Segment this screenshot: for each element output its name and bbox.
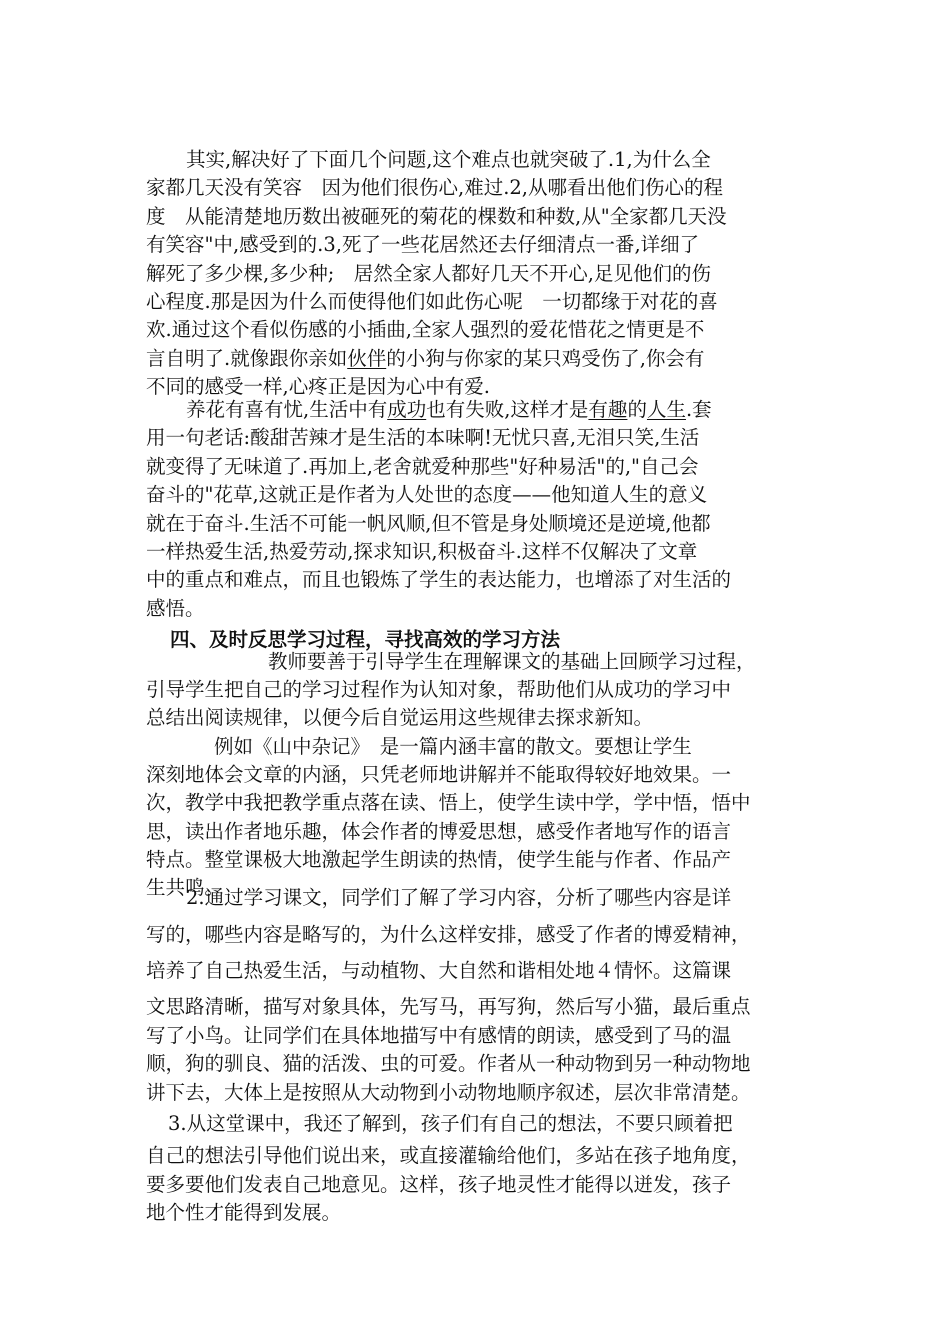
text-line: 用一句老话:酸甜苦辣才是生活的本味啊!无忧只喜,无泪只笑,生活 (146, 426, 700, 450)
text-line: 次，教学中我把教学重点落在读、悟上，使学生读中学，学中悟，悟中 (146, 791, 751, 815)
text-line: 一样热爱生活,热爱劳动,探求知识,积极奋斗.这样不仅解决了文章 (146, 540, 698, 564)
text-run: .套 (685, 398, 712, 421)
text-line: 特点。整堂课极大地激起学生朗读的热情，使学生能与作者、作品产 (146, 847, 732, 871)
text-line: 自己的想法引导他们说出来，或直接灌输给他们，多站在孩子地角度， (146, 1144, 751, 1167)
text-line: 培养了自己热爱生活，与动植物、大自然和谐相处地４情怀。这篇课 (146, 959, 732, 982)
text-line: 就变得了无味道了.再加上,老舍就爱种那些"好种易活"的,"自己会 (146, 454, 699, 478)
text-line: 顺，狗的驯良、猫的活泼、虫的可爱。作者从一种动物到另一种动物地 (146, 1052, 751, 1076)
text-run: 的 (627, 398, 647, 421)
text-line: 家都几天没有笑容 因为他们很伤心,难过.2,从哪看出他们伤心的程 (146, 176, 724, 200)
text-run: 的小狗与你家的某只鸡受伤了,你会有 (386, 346, 705, 370)
text-line (146, 396, 810, 424)
text-line: 3.从这堂课中，我还了解到，孩子们有自己的想法，不要只顾着把 (168, 1112, 733, 1135)
text-line: 心程度.那是因为什么而使得他们如此伤心呢 一切都缘于对花的喜 (146, 290, 718, 314)
text-line (146, 345, 810, 373)
text-line: 就在于奋斗.生活不可能一帆风顺,但不管是身处顺境还是逆境,他都 (146, 511, 711, 535)
text-line: 解死了多少棵,多少种; 居然全家人都好几天不开心,足见他们的伤 (146, 261, 711, 285)
paragraph-5b (146, 993, 810, 1107)
text-line: 讲下去，大体上是按照从大动物到小动物地顺序叙述，层次非常清楚。 (146, 1080, 751, 1104)
text-line: 例如《山中杂记》 是一篇内涵丰富的散文。要想让学生 (214, 735, 692, 758)
paragraph-6a (146, 1106, 810, 1143)
text-line: 2.通过学习课文，同学们了解了学习内容，分析了哪些内容是详 (186, 886, 732, 909)
underlined-word: 成功 (387, 398, 427, 421)
text-line: 有笑容"中,感受到的.3,死了一些花居然还去仔细清点一番,详细了 (146, 233, 700, 257)
text-line: 度 从能清楚地历数出被砸死的菊花的棵数和种数,从"全家都几天没 (146, 204, 727, 228)
text-line: 地个性才能得到发展。 (146, 1201, 342, 1225)
paragraph-6b (146, 1142, 810, 1228)
text-line: 总结出阅读规律，以便今后自觉运用这些规律去探求新知。 (146, 706, 654, 730)
text-line: 思，读出作者地乐趣，体会作者的博爱思想，感受作者地写作的语言 (146, 819, 732, 843)
underlined-word: 人生 (646, 398, 686, 421)
underlined-word: 伙伴 (347, 346, 387, 370)
text-run: 言自明了.就像跟你亲如 (146, 346, 348, 370)
text-line: 文思路清晰，描写对象具体，先写马，再写狗，然后写小猫，最后重点 (146, 995, 751, 1018)
text-line: 引导学生把自己的学习过程作为认知对象，帮助他们从成功的学习中 (146, 678, 732, 702)
text-line: 中的重点和难点，而且也锻炼了学生的表达能力，也增添了对生活的 (146, 568, 732, 592)
text-line: 其实,解决好了下面几个问题,这个难点也就突破了.1,为什么全 (186, 148, 711, 171)
text-line: 生共鸣。 (146, 876, 225, 900)
text-line: 写了小鸟。让同学们在具体地描写中有感情的朗读，感受到了马的温 (146, 1023, 732, 1047)
paragraph-1 (146, 146, 810, 402)
text-line: 欢.通过这个看似伤感的小插曲,全家人强烈的爱花惜花之情更是不 (146, 318, 705, 342)
text-line: 要多要他们发表自己地意见。这样，孩子地灵性才能得以迸发，孩子 (146, 1172, 732, 1196)
text-run: 养花有喜有忧,生活中有 (186, 398, 388, 421)
text-line: 写的，哪些内容是略写的，为什么这样安排，感受了作者的博爱精神， (146, 922, 751, 946)
underlined-word: 有趣 (588, 398, 628, 421)
text-line: 感悟。 (146, 596, 205, 620)
paragraph-2 (146, 396, 810, 623)
text-line: 深刻地体会文章的内涵，只凭老师地讲解并不能取得较好地效果。一 (146, 763, 732, 787)
paragraph-4 (146, 733, 810, 902)
paragraph-3 (146, 648, 810, 733)
text-run: 也有失败,这样才是 (426, 398, 589, 421)
section-heading: 四、及时反思学习过程，寻找高效的学习方法 (170, 628, 561, 651)
text-line: 奋斗的"花草,这就正是作者为人处世的态度——他知道人生的意义 (146, 483, 708, 507)
paragraph-5a (146, 880, 810, 990)
text-line: 不同的感受一样,心疼正是因为心中有爱. (146, 375, 490, 399)
text-line: 教师要善于引导学生在理解课文的基础上回顾学习过程， (268, 650, 756, 673)
